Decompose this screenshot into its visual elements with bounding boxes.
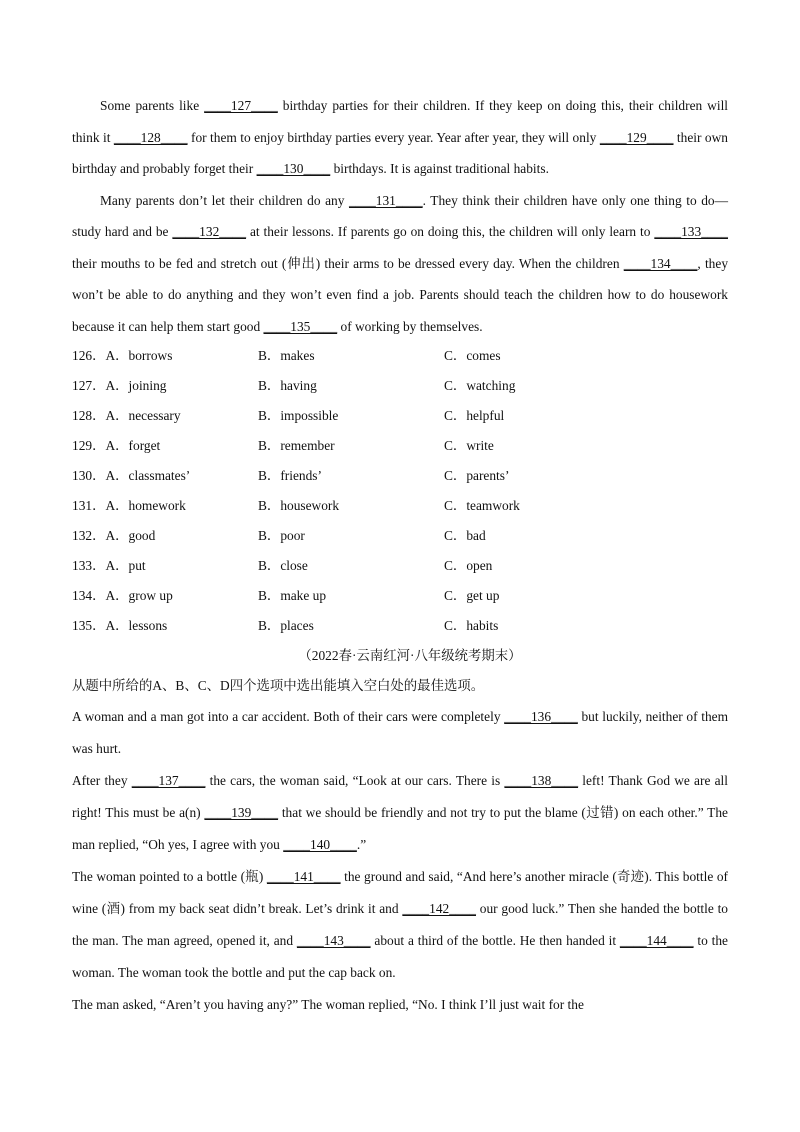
text-run: the ground and said, “And here’s another miracle (奇迹). This bottle of wine (酒) from my back seat didn’t break. Let’s drink it and [72,869,728,916]
option-row-127 [72,371,728,401]
blank-135: ____135____ [263,318,338,334]
option-b[interactable]: B．remember [258,438,335,453]
text-run: their own birthday and probably forget their [72,129,728,176]
text-run: . They think their children have only one thing to do—study hard and be [72,192,728,239]
option-c[interactable]: C．write [444,438,494,453]
blank-128: ____128____ [113,129,188,145]
options-list [72,341,728,641]
blank-138: ____138____ [504,773,579,788]
text-run: A woman and a man got into a car accident. Both of their cars were completely [72,709,505,724]
text-run: The man asked, “Aren’t you having any?” The woman replied, “No. I think I’ll just wait for the [72,997,584,1012]
passage2-paragraph4 [72,989,728,1021]
question-number: 127． [72,378,106,393]
text-run: at their lessons. If parents go on doing this, the children will only learn to [246,224,655,239]
option-c[interactable]: C．watching [444,378,516,393]
option-row-134 [72,581,728,611]
option-c[interactable]: C．open [444,558,493,573]
blank-144: ____144____ [619,933,694,948]
question-number: 131． [72,498,106,513]
text-run: The woman pointed to a bottle (瓶) [72,869,267,884]
option-a[interactable]: A．forget [105,438,161,453]
text-run: our good luck.” Then she handed the bottle to the man. The man agreed, opened it, and [72,901,728,948]
text-run: to the woman. The woman took the bottle and put the cap back on. [72,933,728,980]
question-number: 130． [72,468,106,483]
option-b[interactable]: B．make up [258,588,327,603]
option-b[interactable]: B．makes [258,348,315,363]
blank-133: ____133____ [654,224,728,239]
option-row-128 [72,401,728,431]
option-c[interactable]: C．parents’ [444,468,510,483]
blank-136: ____136____ [504,709,578,724]
passage1-paragraph2 [72,185,728,343]
text-run: but luckily, neither of them was hurt. [72,709,728,756]
blank-140: ____140____ [283,837,357,852]
question-number: 128． [72,408,106,423]
option-b[interactable]: B．poor [258,528,305,543]
blank-132: ____132____ [172,224,247,239]
question-number: 133． [72,558,106,573]
text-run: Some parents like [100,98,205,113]
option-a[interactable]: A．joining [105,378,167,393]
blank-127: ____127____ [204,98,278,113]
text-run: After they [72,773,132,788]
question-number: 135． [72,618,106,633]
text-run: left! Thank God we are all right! This must be a(n) [72,773,728,820]
blank-139: ____139____ [204,805,279,820]
text-run: , they won’t be able to do anything and they won’t even find a job. Parents should teach the children how to do housework because it can help them start good [72,255,729,334]
text-run: of working by themselves. [337,318,483,334]
text-run: birthday parties for their children. If they keep on doing this, their children will think it [72,98,729,145]
text-run: about a third of the bottle. He then handed it [370,933,620,948]
option-b[interactable]: B．impossible [258,408,339,423]
option-a[interactable]: A．grow up [105,588,173,603]
option-b[interactable]: B．friends’ [258,468,322,483]
text-run: .” [356,837,367,852]
blank-130: ____130____ [256,161,331,176]
passage1-paragraph1 [72,90,728,185]
option-row-135 [72,611,728,641]
question-number: 134． [72,588,106,603]
text-run: the cars, the woman said, “Look at our cars. There is [205,773,505,788]
option-row-133 [72,551,728,581]
option-row-132 [72,521,728,551]
option-a[interactable]: A．lessons [105,618,168,633]
option-b[interactable]: B．having [258,378,317,393]
blank-134: ____134____ [623,255,698,271]
question-number: 129． [72,438,106,453]
blank-129: ____129____ [599,129,674,145]
option-row-130 [72,461,728,491]
text-run: Many parents don’t let their children do any [100,192,349,208]
question-number: 126． [72,348,106,363]
passage2-paragraph3 [72,861,728,989]
text-run: for them to enjoy birthday parties every year. Year after year, they will only [187,129,600,145]
text-run: birthdays. It is against traditional habits. [330,161,549,176]
option-c[interactable]: C．teamwork [444,498,520,513]
source-citation: （2022春·云南红河·八年级统考期末） [298,648,522,663]
option-a[interactable]: A．homework [105,498,186,513]
option-c[interactable]: C．habits [444,618,499,633]
option-c[interactable]: C．comes [444,348,501,363]
passage2-paragraph1 [72,701,728,765]
option-row-126 [72,341,728,371]
option-b[interactable]: B．housework [258,498,340,513]
blank-131: ____131____ [348,192,423,208]
option-row-131 [72,491,728,521]
option-a[interactable]: A．classmates’ [105,468,191,483]
blank-137: ____137____ [131,773,206,788]
option-a[interactable]: A．necessary [105,408,181,423]
option-c[interactable]: C．helpful [444,408,505,423]
instruction-text: 从题中所给的A、B、C、D四个选项中选出能填入空白处的最佳选项。 [72,678,485,693]
option-c[interactable]: C．get up [444,588,500,603]
blank-141: ____141____ [266,869,341,884]
option-a[interactable]: A．borrows [105,348,173,363]
text-run: their mouths to be fed and stretch out (伸出) their arms to be dressed every day. When the children [72,255,624,271]
passage2-paragraph2 [72,765,728,861]
worksheet-page [72,90,728,1021]
option-a[interactable]: A．put [105,558,146,573]
blank-143: ____143____ [296,933,371,948]
option-c[interactable]: C．bad [444,528,486,543]
question-number: 132． [72,528,106,543]
option-b[interactable]: B．close [258,558,308,573]
option-a[interactable]: A．good [105,528,156,543]
option-row-129 [72,431,728,461]
option-b[interactable]: B．places [258,618,314,633]
blank-142: ____142____ [402,901,476,916]
text-run: that we should be friendly and not try to put the blame (过错) on each other.” The man replied, “Oh yes, I agree with you [72,805,728,852]
